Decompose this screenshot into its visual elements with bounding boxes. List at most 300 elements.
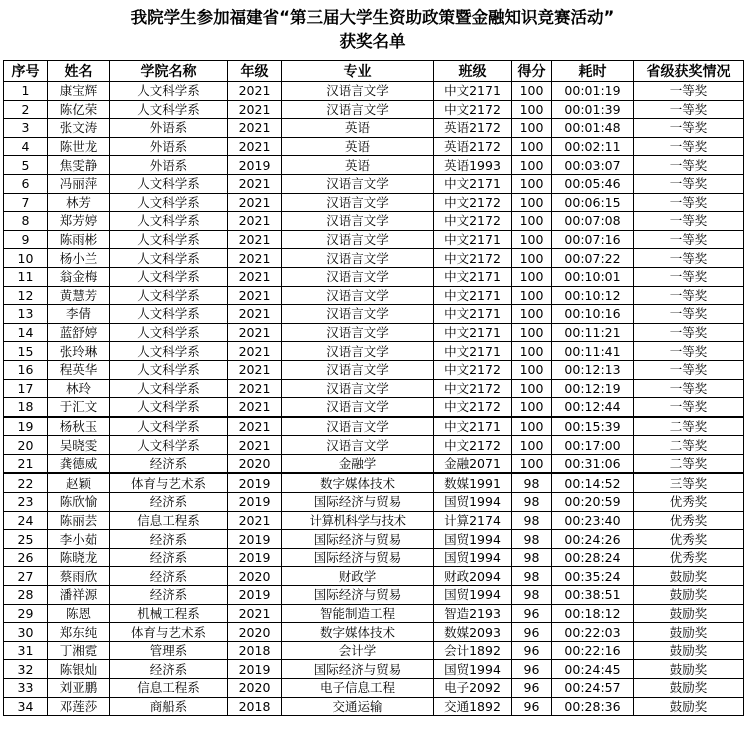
cell-time: 00:12:13: [552, 360, 634, 379]
cell-time: 00:07:16: [552, 230, 634, 249]
cell-time: 00:02:11: [552, 137, 634, 156]
cell-grade: 2021: [228, 193, 282, 212]
cell-name: 郑芳婷: [48, 212, 110, 231]
cell-name: 林玲: [48, 379, 110, 398]
cell-award: 一等奖: [634, 360, 744, 379]
header-index: 序号: [4, 61, 48, 82]
table-row: [4, 567, 744, 586]
cell-class: 中文2172: [434, 360, 512, 379]
cell-college: 外语系: [110, 119, 228, 138]
cell-award: 一等奖: [634, 137, 744, 156]
cell-grade: 2021: [228, 379, 282, 398]
cell-index: 2: [4, 100, 48, 119]
cell-time: 00:35:24: [552, 567, 634, 586]
cell-name: 赵颖: [48, 473, 110, 492]
cell-class: 国贸1994: [434, 660, 512, 679]
cell-name: 陈亿荣: [48, 100, 110, 119]
header-name: 姓名: [48, 61, 110, 82]
cell-name: 李小茹: [48, 530, 110, 549]
cell-name: 程英华: [48, 360, 110, 379]
table-row: [4, 473, 744, 492]
cell-award: 一等奖: [634, 119, 744, 138]
cell-index: 4: [4, 137, 48, 156]
cell-score: 100: [512, 360, 552, 379]
award-table: [3, 60, 744, 716]
cell-index: 5: [4, 156, 48, 175]
cell-score: 100: [512, 398, 552, 417]
cell-class: 金融2071: [434, 454, 512, 473]
cell-award: 优秀奖: [634, 548, 744, 567]
cell-college: 人文科学系: [110, 305, 228, 324]
cell-award: 二等奖: [634, 454, 744, 473]
cell-time: 00:15:39: [552, 417, 634, 436]
table-row: [4, 156, 744, 175]
cell-grade: 2019: [228, 473, 282, 492]
table-row: [4, 679, 744, 698]
cell-college: 信息工程系: [110, 511, 228, 530]
cell-award: 一等奖: [634, 286, 744, 305]
table-row: [4, 493, 744, 512]
table-row: [4, 174, 744, 193]
cell-college: 体育与艺术系: [110, 623, 228, 642]
cell-class: 中文2172: [434, 398, 512, 417]
document-title: 我院学生参加福建省“第三届大学生资助政策暨金融知识竞赛活动”: [130, 8, 615, 27]
cell-time: 00:10:01: [552, 267, 634, 286]
cell-time: 00:24:57: [552, 679, 634, 698]
table-row: [4, 360, 744, 379]
cell-score: 100: [512, 436, 552, 455]
cell-college: 经济系: [110, 567, 228, 586]
cell-score: 98: [512, 473, 552, 492]
cell-class: 英语2172: [434, 137, 512, 156]
cell-class: 中文2171: [434, 230, 512, 249]
cell-grade: 2021: [228, 249, 282, 268]
cell-major: 汉语言文学: [282, 174, 434, 193]
table-row: [4, 82, 744, 101]
cell-award: 优秀奖: [634, 530, 744, 549]
cell-major: 汉语言文学: [282, 360, 434, 379]
cell-grade: 2021: [228, 230, 282, 249]
cell-time: 00:17:00: [552, 436, 634, 455]
cell-award: 鼓励奖: [634, 660, 744, 679]
cell-index: 21: [4, 454, 48, 473]
cell-index: 23: [4, 493, 48, 512]
table-row: [4, 249, 744, 268]
table-row: [4, 137, 744, 156]
cell-time: 00:23:40: [552, 511, 634, 530]
cell-major: 汉语言文学: [282, 323, 434, 342]
cell-college: 人文科学系: [110, 230, 228, 249]
cell-college: 人文科学系: [110, 342, 228, 361]
cell-time: 00:11:41: [552, 342, 634, 361]
table-row: [4, 323, 744, 342]
header-grade: 年级: [228, 61, 282, 82]
cell-college: 信息工程系: [110, 679, 228, 698]
cell-index: 16: [4, 360, 48, 379]
cell-score: 100: [512, 305, 552, 324]
cell-index: 33: [4, 679, 48, 698]
cell-college: 人文科学系: [110, 193, 228, 212]
cell-class: 英语2172: [434, 119, 512, 138]
cell-award: 一等奖: [634, 212, 744, 231]
cell-name: 蔡雨欣: [48, 567, 110, 586]
cell-score: 100: [512, 82, 552, 101]
cell-major: 汉语言文学: [282, 342, 434, 361]
cell-award: 鼓励奖: [634, 567, 744, 586]
cell-score: 100: [512, 417, 552, 436]
cell-score: 100: [512, 193, 552, 212]
cell-class: 中文2171: [434, 82, 512, 101]
cell-score: 98: [512, 530, 552, 549]
cell-major: 数字媒体技术: [282, 623, 434, 642]
cell-index: 10: [4, 249, 48, 268]
cell-class: 交通1892: [434, 697, 512, 716]
cell-time: 00:03:07: [552, 156, 634, 175]
cell-award: 鼓励奖: [634, 586, 744, 605]
cell-grade: 2021: [228, 417, 282, 436]
cell-name: 杨小兰: [48, 249, 110, 268]
cell-index: 27: [4, 567, 48, 586]
cell-grade: 2019: [228, 660, 282, 679]
cell-name: 翁金梅: [48, 267, 110, 286]
cell-major: 国际经济与贸易: [282, 530, 434, 549]
cell-grade: 2021: [228, 174, 282, 193]
table-row: [4, 379, 744, 398]
cell-index: 31: [4, 641, 48, 660]
cell-score: 100: [512, 267, 552, 286]
cell-major: 数字媒体技术: [282, 473, 434, 492]
cell-score: 98: [512, 567, 552, 586]
cell-grade: 2019: [228, 530, 282, 549]
cell-index: 19: [4, 417, 48, 436]
cell-major: 汉语言文学: [282, 379, 434, 398]
cell-class: 智造2193: [434, 604, 512, 623]
cell-grade: 2021: [228, 511, 282, 530]
cell-score: 98: [512, 493, 552, 512]
cell-award: 一等奖: [634, 398, 744, 417]
cell-time: 00:18:12: [552, 604, 634, 623]
cell-major: 计算机科学与技术: [282, 511, 434, 530]
cell-score: 100: [512, 342, 552, 361]
cell-time: 00:01:19: [552, 82, 634, 101]
cell-award: 一等奖: [634, 323, 744, 342]
cell-name: 龚德威: [48, 454, 110, 473]
cell-grade: 2021: [228, 212, 282, 231]
cell-college: 人文科学系: [110, 267, 228, 286]
header-college: 学院名称: [110, 61, 228, 82]
cell-time: 00:31:06: [552, 454, 634, 473]
cell-award: 一等奖: [634, 342, 744, 361]
cell-award: 一等奖: [634, 174, 744, 193]
cell-grade: 2021: [228, 137, 282, 156]
cell-score: 100: [512, 323, 552, 342]
cell-time: 00:10:12: [552, 286, 634, 305]
cell-college: 人文科学系: [110, 249, 228, 268]
cell-award: 二等奖: [634, 436, 744, 455]
cell-class: 数媒1991: [434, 473, 512, 492]
cell-name: 张文涛: [48, 119, 110, 138]
cell-index: 1: [4, 82, 48, 101]
cell-award: 三等奖: [634, 473, 744, 492]
cell-major: 财政学: [282, 567, 434, 586]
cell-name: 蓝舒婷: [48, 323, 110, 342]
cell-index: 18: [4, 398, 48, 417]
cell-score: 96: [512, 623, 552, 642]
cell-time: 00:11:21: [552, 323, 634, 342]
cell-index: 34: [4, 697, 48, 716]
cell-grade: 2021: [228, 604, 282, 623]
cell-name: 丁湘霓: [48, 641, 110, 660]
cell-time: 00:06:15: [552, 193, 634, 212]
table-row: [4, 511, 744, 530]
cell-class: 电子2092: [434, 679, 512, 698]
cell-grade: 2019: [228, 493, 282, 512]
cell-name: 郑东纯: [48, 623, 110, 642]
cell-score: 100: [512, 286, 552, 305]
cell-major: 汉语言文学: [282, 267, 434, 286]
cell-index: 30: [4, 623, 48, 642]
cell-major: 英语: [282, 119, 434, 138]
cell-name: 冯丽萍: [48, 174, 110, 193]
cell-name: 陈丽芸: [48, 511, 110, 530]
cell-college: 经济系: [110, 548, 228, 567]
cell-major: 电子信息工程: [282, 679, 434, 698]
cell-college: 人文科学系: [110, 100, 228, 119]
cell-index: 32: [4, 660, 48, 679]
cell-major: 国际经济与贸易: [282, 493, 434, 512]
cell-time: 00:10:16: [552, 305, 634, 324]
cell-index: 25: [4, 530, 48, 549]
cell-major: 汉语言文学: [282, 249, 434, 268]
cell-score: 96: [512, 641, 552, 660]
cell-award: 一等奖: [634, 267, 744, 286]
cell-major: 国际经济与贸易: [282, 586, 434, 605]
cell-class: 国贸1994: [434, 586, 512, 605]
cell-score: 100: [512, 454, 552, 473]
cell-time: 00:38:51: [552, 586, 634, 605]
cell-score: 96: [512, 604, 552, 623]
cell-class: 中文2171: [434, 305, 512, 324]
cell-name: 焦雯静: [48, 156, 110, 175]
cell-class: 数媒2093: [434, 623, 512, 642]
cell-award: 优秀奖: [634, 511, 744, 530]
cell-name: 张玲琳: [48, 342, 110, 361]
cell-time: 00:07:22: [552, 249, 634, 268]
cell-major: 国际经济与贸易: [282, 660, 434, 679]
cell-major: 汉语言文学: [282, 398, 434, 417]
cell-class: 中文2171: [434, 174, 512, 193]
cell-grade: 2021: [228, 100, 282, 119]
cell-class: 国贸1994: [434, 530, 512, 549]
table-row: [4, 119, 744, 138]
cell-class: 计算2174: [434, 511, 512, 530]
cell-major: 会计学: [282, 641, 434, 660]
cell-grade: 2021: [228, 286, 282, 305]
cell-award: 一等奖: [634, 156, 744, 175]
cell-index: 12: [4, 286, 48, 305]
cell-class: 财政2094: [434, 567, 512, 586]
cell-time: 00:01:39: [552, 100, 634, 119]
cell-major: 汉语言文学: [282, 100, 434, 119]
cell-college: 人文科学系: [110, 436, 228, 455]
cell-class: 中文2172: [434, 193, 512, 212]
cell-name: 潘祥源: [48, 586, 110, 605]
header-time: 耗时: [552, 61, 634, 82]
cell-index: 20: [4, 436, 48, 455]
cell-grade: 2021: [228, 82, 282, 101]
cell-major: 汉语言文学: [282, 193, 434, 212]
cell-class: 中文2172: [434, 212, 512, 231]
cell-major: 汉语言文学: [282, 230, 434, 249]
cell-class: 中文2172: [434, 379, 512, 398]
table-row: [4, 212, 744, 231]
table-row: [4, 193, 744, 212]
cell-college: 外语系: [110, 156, 228, 175]
table-row: [4, 623, 744, 642]
cell-grade: 2021: [228, 323, 282, 342]
cell-major: 汉语言文学: [282, 212, 434, 231]
cell-college: 经济系: [110, 660, 228, 679]
cell-score: 100: [512, 119, 552, 138]
header-award: 省级获奖情况: [634, 61, 744, 82]
cell-class: 国贸1994: [434, 548, 512, 567]
cell-index: 3: [4, 119, 48, 138]
table-row: [4, 586, 744, 605]
cell-major: 国际经济与贸易: [282, 548, 434, 567]
table-row: [4, 454, 744, 473]
cell-score: 96: [512, 697, 552, 716]
cell-college: 人文科学系: [110, 417, 228, 436]
cell-award: 一等奖: [634, 193, 744, 212]
table-row: [4, 342, 744, 361]
cell-college: 人文科学系: [110, 174, 228, 193]
cell-award: 一等奖: [634, 305, 744, 324]
cell-award: 鼓励奖: [634, 679, 744, 698]
cell-time: 00:01:48: [552, 119, 634, 138]
cell-name: 陈晓龙: [48, 548, 110, 567]
cell-name: 林芳: [48, 193, 110, 212]
cell-award: 鼓励奖: [634, 604, 744, 623]
cell-major: 智能制造工程: [282, 604, 434, 623]
cell-name: 杨秋玉: [48, 417, 110, 436]
cell-name: 陈世龙: [48, 137, 110, 156]
cell-major: 英语: [282, 156, 434, 175]
cell-score: 100: [512, 137, 552, 156]
cell-name: 陈银灿: [48, 660, 110, 679]
cell-grade: 2021: [228, 360, 282, 379]
cell-college: 经济系: [110, 493, 228, 512]
header-row: [4, 61, 744, 82]
cell-college: 机械工程系: [110, 604, 228, 623]
cell-index: 26: [4, 548, 48, 567]
cell-grade: 2020: [228, 567, 282, 586]
cell-time: 00:12:44: [552, 398, 634, 417]
cell-time: 00:14:52: [552, 473, 634, 492]
cell-score: 98: [512, 586, 552, 605]
cell-college: 经济系: [110, 454, 228, 473]
cell-index: 11: [4, 267, 48, 286]
cell-award: 一等奖: [634, 230, 744, 249]
cell-time: 00:05:46: [552, 174, 634, 193]
cell-college: 外语系: [110, 137, 228, 156]
cell-major: 交通运输: [282, 697, 434, 716]
cell-college: 管理系: [110, 641, 228, 660]
table-row: [4, 548, 744, 567]
cell-score: 98: [512, 548, 552, 567]
table-row: [4, 436, 744, 455]
cell-time: 00:28:36: [552, 697, 634, 716]
cell-college: 体育与艺术系: [110, 473, 228, 492]
header-class: 班级: [434, 61, 512, 82]
cell-college: 人文科学系: [110, 212, 228, 231]
table-row: [4, 641, 744, 660]
cell-name: 陈恩: [48, 604, 110, 623]
cell-class: 中文2171: [434, 417, 512, 436]
cell-class: 中文2171: [434, 342, 512, 361]
cell-class: 中文2171: [434, 323, 512, 342]
cell-major: 汉语言文学: [282, 286, 434, 305]
cell-score: 100: [512, 174, 552, 193]
table-row: [4, 305, 744, 324]
cell-index: 24: [4, 511, 48, 530]
cell-college: 经济系: [110, 530, 228, 549]
table-row: [4, 267, 744, 286]
cell-grade: 2018: [228, 697, 282, 716]
cell-college: 经济系: [110, 586, 228, 605]
cell-time: 00:22:03: [552, 623, 634, 642]
cell-grade: 2021: [228, 119, 282, 138]
table-row: [4, 230, 744, 249]
cell-index: 13: [4, 305, 48, 324]
cell-grade: 2020: [228, 623, 282, 642]
cell-index: 8: [4, 212, 48, 231]
cell-college: 人文科学系: [110, 398, 228, 417]
cell-score: 100: [512, 212, 552, 231]
cell-index: 14: [4, 323, 48, 342]
cell-index: 17: [4, 379, 48, 398]
cell-grade: 2020: [228, 679, 282, 698]
cell-index: 22: [4, 473, 48, 492]
cell-award: 鼓励奖: [634, 697, 744, 716]
cell-time: 00:07:08: [552, 212, 634, 231]
cell-award: 一等奖: [634, 100, 744, 119]
cell-grade: 2019: [228, 586, 282, 605]
cell-score: 100: [512, 100, 552, 119]
cell-award: 一等奖: [634, 82, 744, 101]
cell-time: 00:12:19: [552, 379, 634, 398]
cell-college: 人文科学系: [110, 286, 228, 305]
table-row: [4, 417, 744, 436]
header-major: 专业: [282, 61, 434, 82]
table-row: [4, 604, 744, 623]
cell-score: 96: [512, 660, 552, 679]
table-row: [4, 100, 744, 119]
cell-grade: 2021: [228, 398, 282, 417]
table-row: [4, 530, 744, 549]
cell-class: 国贸1994: [434, 493, 512, 512]
cell-time: 00:24:26: [552, 530, 634, 549]
cell-grade: 2019: [228, 156, 282, 175]
cell-grade: 2021: [228, 436, 282, 455]
cell-index: 9: [4, 230, 48, 249]
cell-major: 汉语言文学: [282, 82, 434, 101]
header-score: 得分: [512, 61, 552, 82]
cell-time: 00:24:45: [552, 660, 634, 679]
cell-college: 人文科学系: [110, 379, 228, 398]
cell-major: 汉语言文学: [282, 436, 434, 455]
cell-name: 刘亚鹏: [48, 679, 110, 698]
document-subtitle: 获奖名单: [339, 32, 406, 51]
